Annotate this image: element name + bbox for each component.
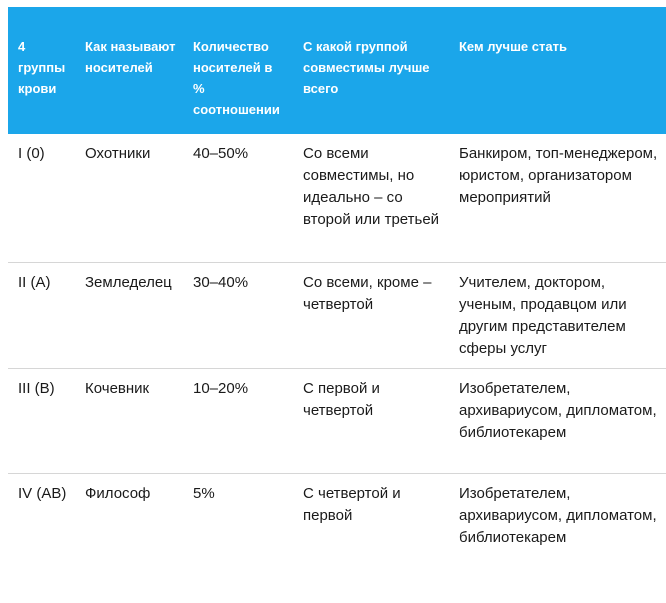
cell-carrier-percent: 40–50%	[183, 134, 293, 262]
blood-group-table	[8, 7, 666, 581]
cell-career: Банкиром, топ-менеджером, юристом, организатором мероприятий	[449, 134, 666, 262]
table-body	[8, 134, 666, 581]
cell-compatibility: Со всеми, кроме – четвертой	[293, 262, 449, 368]
cell-carrier-name: Философ	[85, 484, 151, 502]
cell-carrier-name: Земледелец	[75, 262, 183, 368]
cell-blood-group: IV (AB)	[18, 484, 67, 502]
table-header-row	[8, 7, 666, 134]
cell-compatibility: С первой и четвертой	[293, 368, 449, 473]
cell-carrier-name: Охотники	[75, 134, 183, 262]
header-carrier-percent: Количество носителей в % соотношении	[193, 39, 280, 117]
header-career: Кем лучше стать	[459, 39, 567, 54]
table-header	[8, 7, 666, 134]
table-row	[8, 473, 666, 581]
cell-blood-group: I (0)	[8, 134, 75, 262]
blood-group-table-container	[8, 7, 666, 581]
header-carrier-name: Как называют носителей	[85, 39, 176, 75]
table-row	[8, 134, 666, 262]
cell-compatibility: Со всеми совместимы, но идеально – со второй или третьей	[293, 134, 449, 262]
cell-blood-group: II (A)	[8, 262, 75, 368]
cell-carrier-name: Кочевник	[75, 368, 183, 473]
cell-blood-group: III (B)	[8, 368, 75, 473]
table-row	[8, 368, 666, 473]
header-blood-group: 4 группы крови	[18, 39, 66, 96]
cell-carrier-percent: 5%	[193, 484, 215, 502]
cell-carrier-percent: 10–20%	[183, 368, 293, 473]
cell-career: Изобретателем, архивариусом, дипломатом, библиотекарем	[459, 484, 657, 546]
header-compatibility: С какой группой совместимы лучше всего	[303, 39, 430, 96]
cell-compatibility: С четвертой и первой	[303, 484, 401, 524]
table-row	[8, 262, 666, 368]
cell-career: Учителем, доктором, ученым, продавцом или другим представителем сферы услуг	[449, 262, 666, 368]
cell-carrier-percent: 30–40%	[183, 262, 293, 368]
cell-career: Изобретателем, архивариусом, дипломатом, библиотекарем	[449, 368, 666, 473]
